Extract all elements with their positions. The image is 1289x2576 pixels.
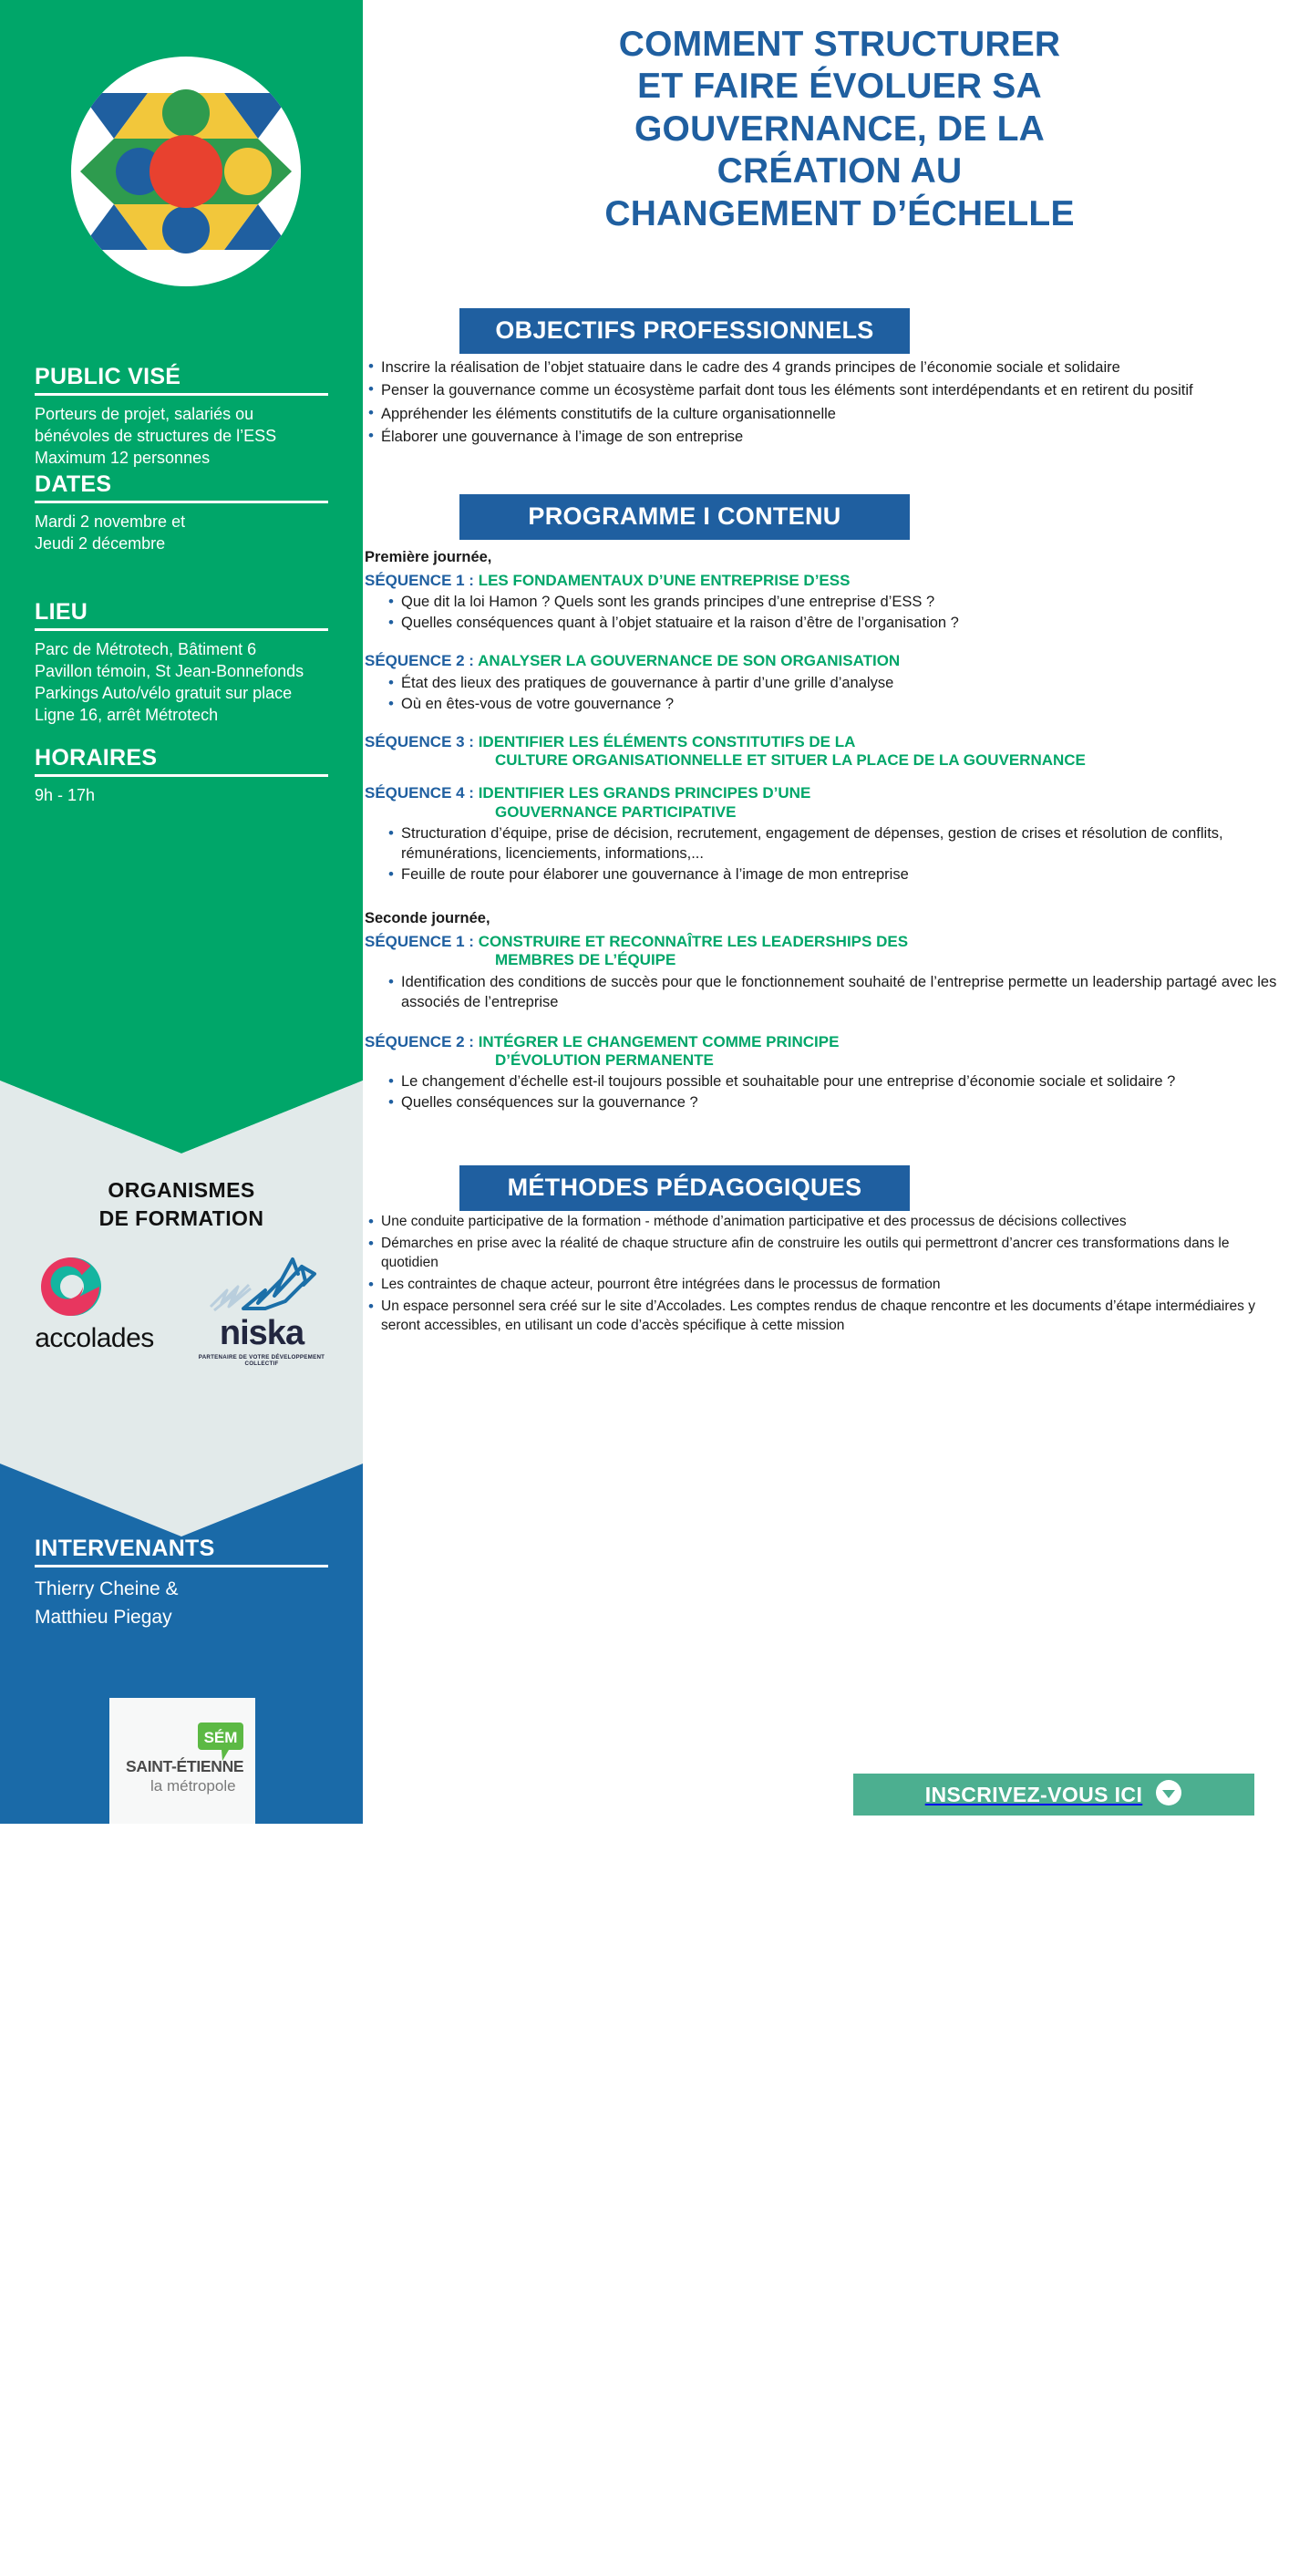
methodes-band: MÉTHODES PÉDAGOGIQUES	[459, 1165, 910, 1211]
title-line-3: GOUVERNANCE, DE LA	[634, 109, 1045, 149]
accolades-mark-icon	[26, 1254, 163, 1319]
sequence-heading	[365, 652, 1280, 670]
inscrivez-vous-button[interactable]	[853, 1774, 1254, 1816]
sequence-title: CONSTRUIRE ET RECONNAÎTRE LES LEADERSHIPS DES	[478, 933, 909, 950]
methodes-item: • Une conduite participative de la formation - méthode d’animation participative et des processus de décisions collectives	[366, 1213, 1280, 1232]
sequence-heading	[365, 1033, 1280, 1071]
dates-line-2: Jeudi 2 décembre	[35, 534, 166, 553]
sequence-item: • État des lieux des pratiques de gouvernance à partir d’une grille d’analyse	[388, 674, 1280, 694]
title-line-5: CHANGEMENT D’ÉCHELLE	[604, 193, 1075, 233]
methodes-item: • Un espace personnel sera créé sur le site d’Accolades. Les comptes rendus de chaque rencontre et les documents d’étape intermédiaires y seront accessibles, en utilisant un code d’accès spécifique à cette mission	[366, 1298, 1280, 1336]
public-vise-title: PUBLIC VISÉ	[35, 364, 181, 389]
main-content	[363, 0, 1289, 1824]
sequence-block	[365, 1033, 1280, 1114]
sequence-item: • Structuration d’équipe, prise de décision, recrutement, engagement de dépenses, gestion de crises et résolution de conflits, rémunérations, licenciements, informations,...	[388, 824, 1280, 864]
sequence-number: SÉQUENCE 1 :	[365, 933, 479, 950]
partner-logos-row	[0, 1254, 363, 1400]
sequence-title: IDENTIFIER LES ÉLÉMENTS CONSTITUTIFS DE LA	[478, 732, 856, 750]
divider	[35, 393, 328, 396]
sequence-number: SÉQUENCE 4 :	[365, 784, 479, 802]
organismes-title-line-2: DE FORMATION	[98, 1206, 264, 1231]
sequence-block	[365, 733, 1280, 771]
sequence-heading	[365, 784, 1280, 822]
sequence-heading	[365, 933, 1280, 970]
section-intervenants	[35, 1536, 328, 1631]
sequence-title-continued: MEMBRES DE L’ÉQUIPE	[495, 951, 676, 969]
day1-label: Première journée,	[365, 549, 492, 565]
sequence-title-continued: D’ÉVOLUTION PERMANENTE	[495, 1051, 714, 1070]
intervenant-line-2: Matthieu Piegay	[35, 1606, 172, 1628]
sequence-title: ANALYSER LA GOUVERNANCE DE SON ORGANISATION	[478, 652, 901, 670]
public-vise-line-2: bénévoles de structures de l’ESS	[35, 427, 277, 446]
divider	[35, 501, 328, 503]
chevron-down-circle-icon	[1155, 1779, 1182, 1811]
objectifs-band: OBJECTIFS PROFESSIONNELS	[459, 308, 910, 354]
section-horaires	[35, 746, 328, 807]
dates-line-1: Mardi 2 novembre et	[35, 512, 186, 532]
objectifs-item: • Penser la gouvernance comme un écosystème parfait dont tous les éléments sont interdépendants et en retirent du positif	[366, 380, 1278, 400]
title-line-2: ET FAIRE ÉVOLUER SA	[637, 67, 1042, 107]
sequence-items	[365, 824, 1280, 885]
methodes-list	[366, 1213, 1280, 1339]
niska-tagline: PARTENAIRE DE VOTRE DÉVELOPPEMENT COLLECTIF	[198, 1354, 325, 1367]
section-public-vise	[35, 365, 328, 470]
sequence-block	[365, 572, 1280, 634]
sequence-items	[365, 674, 1280, 715]
objectifs-list	[366, 357, 1278, 450]
horaires-title: HORAIRES	[35, 745, 158, 771]
divider	[35, 774, 328, 777]
sequence-number: SÉQUENCE 1 :	[365, 572, 479, 589]
intervenants-title: INTERVENANTS	[35, 1536, 215, 1561]
sequence-items	[365, 593, 1280, 634]
sequence-item: • Quelles conséquences sur la gouvernance ?	[388, 1093, 1280, 1113]
sequence-title: LES FONDAMENTAUX D’UNE ENTREPRISE D’ESS	[478, 572, 851, 589]
objectifs-item: • Inscrire la réalisation de l’objet statuaire dans le cadre des 4 grands principes de l’économie sociale et solidaire	[366, 357, 1278, 378]
sequence-block	[365, 933, 1280, 1013]
intervenant-line-1: Thierry Cheine &	[35, 1578, 179, 1600]
sequence-block	[365, 784, 1280, 885]
sequence-title: IDENTIFIER LES GRANDS PRINCIPES D’UNE	[478, 784, 811, 802]
section-dates	[35, 472, 328, 555]
sequence-item: • Que dit la loi Hamon ? Quels sont les grands principes d’une entreprise d’ESS ?	[388, 593, 1280, 613]
organismes-title-line-1: ORGANISMES	[108, 1178, 255, 1202]
sequence-item: • Où en êtes-vous de votre gouvernance ?	[388, 695, 1280, 715]
saint-etienne-metropole-logo	[109, 1698, 255, 1824]
objectifs-item: • Appréhender les éléments constitutifs de la culture organisationnelle	[366, 404, 1278, 424]
accolades-logo	[26, 1254, 163, 1354]
sequence-number: SÉQUENCE 3 :	[365, 732, 479, 750]
cta-label: INSCRIVEZ-VOUS ICI	[924, 1782, 1143, 1806]
sequence-item: • Feuille de route pour élaborer une gouvernance à l’image de mon entreprise	[388, 865, 1280, 885]
sequence-item: • Le changement d’échelle est-il toujours possible et souhaitable pour une entreprise d’économie sociale et solidaire ?	[388, 1072, 1280, 1092]
niska-wordmark: niska	[219, 1314, 304, 1352]
sequence-items	[365, 1072, 1280, 1113]
lieu-extra-1: Parkings Auto/vélo gratuit sur place	[35, 684, 293, 703]
page-title	[390, 24, 1289, 235]
sequence-items	[365, 973, 1280, 1013]
sequence-title-continued: GOUVERNANCE PARTICIPATIVE	[495, 802, 737, 821]
organismes-de-formation-title	[0, 1176, 363, 1233]
title-line-4: CRÉATION AU	[717, 151, 963, 191]
svg-text:la métropole: la métropole	[150, 1777, 236, 1795]
public-vise-max: Maximum 12 personnes	[35, 449, 211, 468]
divider	[35, 1565, 328, 1567]
lieu-line-1: Parc de Métrotech, Bâtiment 6	[35, 640, 257, 659]
accolades-wordmark: accolades	[35, 1323, 154, 1353]
day2-label: Seconde journée,	[365, 910, 490, 926]
lieu-title: LIEU	[35, 599, 88, 625]
methodes-item: • Les contraintes de chaque acteur, pourront être intégrées dans le processus de formation	[366, 1276, 1280, 1295]
divider	[35, 628, 328, 631]
programme-day-1	[365, 549, 1280, 886]
lieu-line-2: Pavillon témoin, St Jean-Bonnefonds	[35, 662, 304, 681]
left-sidebar	[0, 0, 363, 1824]
brand-medallion-logo	[71, 57, 301, 286]
objectifs-item: • Élaborer une gouvernance à l’image de son entreprise	[366, 427, 1278, 447]
title-line-1: COMMENT STRUCTURER	[618, 25, 1061, 64]
sequence-title-continued: CULTURE ORGANISATIONNELLE ET SITUER LA PLACE DE LA GOUVERNANCE	[495, 750, 1086, 769]
sequence-block	[365, 652, 1280, 714]
sequence-number: SÉQUENCE 2 :	[365, 652, 479, 670]
methodes-item: • Démarches en prise avec la réalité de chaque structure afin de construire les outils qui permettront d’ancrer ces transformations dans le quotidien	[366, 1235, 1280, 1273]
sequence-item: • Identification des conditions de succès pour que le fonctionnement souhaité de l’entreprise permette un leadership partagé avec les associés de l’entreprise	[388, 973, 1280, 1013]
programme-band: PROGRAMME I CONTENU	[459, 494, 910, 540]
niska-bird-icon	[187, 1254, 337, 1318]
horaires-line-1: 9h - 17h	[35, 786, 96, 805]
sequence-number: SÉQUENCE 2 :	[365, 1032, 479, 1050]
sequence-title: INTÉGRER LE CHANGEMENT COMME PRINCIPE	[478, 1032, 840, 1050]
sequence-item: • Quelles conséquences quant à l’objet statuaire et la raison d’être de l’organisation ?	[388, 614, 1280, 634]
sequence-heading	[365, 572, 1280, 590]
section-lieu	[35, 600, 328, 727]
public-vise-line-1: Porteurs de projet, salariés ou	[35, 405, 254, 424]
sequence-heading	[365, 733, 1280, 771]
dates-title: DATES	[35, 471, 112, 497]
lieu-extra-2: Ligne 16, arrêt Métrotech	[35, 706, 219, 725]
niska-logo	[187, 1254, 337, 1367]
svg-text:SAINT-ÉTIENNE: SAINT-ÉTIENNE	[126, 1757, 244, 1775]
svg-text:SÉM: SÉM	[203, 1729, 238, 1746]
programme-day-2	[365, 910, 1280, 1114]
